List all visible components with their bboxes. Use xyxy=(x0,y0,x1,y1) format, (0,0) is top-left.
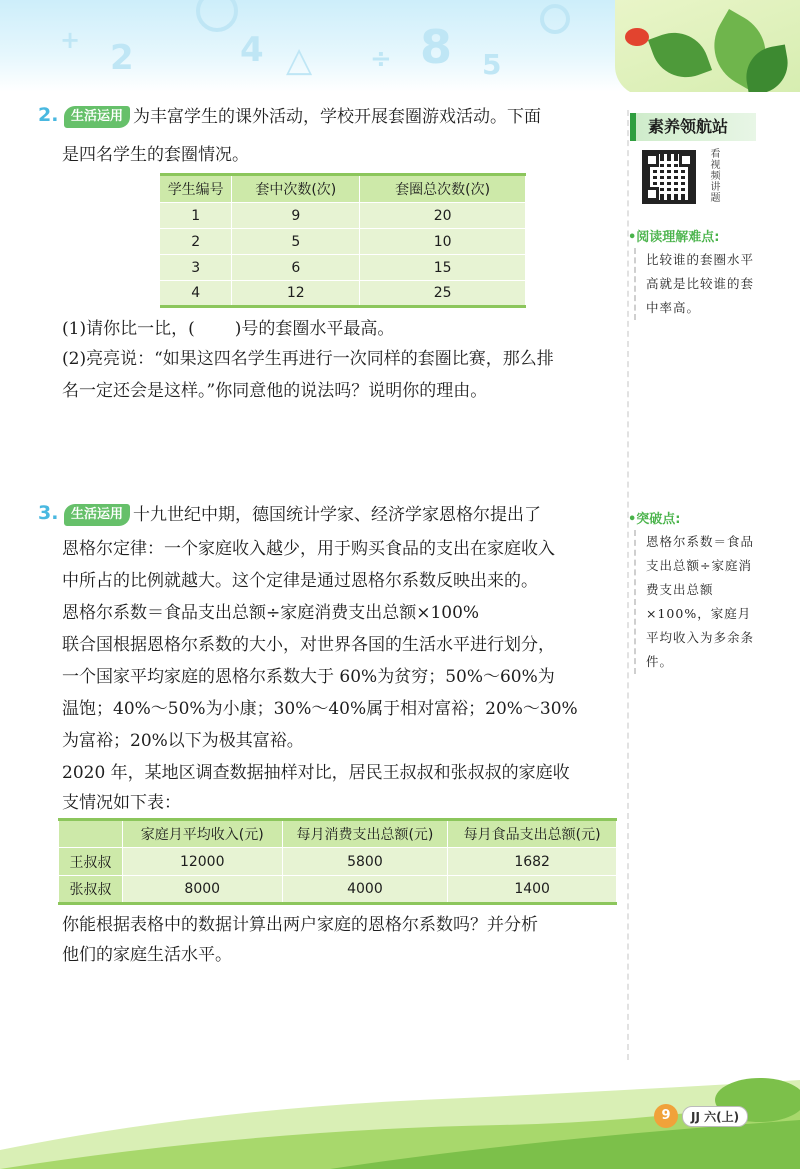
table-row xyxy=(59,876,617,904)
video-label: 看视频讲题 xyxy=(708,148,719,203)
circle-decoration xyxy=(540,4,570,34)
table-cell: 1 xyxy=(160,203,232,229)
table-row-label: 王叔叔 xyxy=(59,848,123,876)
paragraph-line: 2020 年，某地区调查数据抽样对比，居民王叔叔和张叔叔的家庭收 xyxy=(62,763,570,783)
table-cell: 8000 xyxy=(122,876,282,904)
life-application-tag: 生活运用 xyxy=(64,106,130,128)
question-number: 2. xyxy=(38,104,59,126)
sub-question-1 xyxy=(62,316,394,342)
ring-toss-table xyxy=(160,173,526,308)
decorative-digit: 4 xyxy=(240,30,264,70)
question-text: 你能根据表格中的数据计算出两户家庭的恩格尔系数吗？并分析 xyxy=(62,915,538,935)
decorative-plus: + xyxy=(60,26,81,54)
sidebar-title: 素养领航站 xyxy=(630,113,756,141)
decorative-digit: 8 xyxy=(420,20,453,74)
household-income-table xyxy=(58,818,617,905)
table-header xyxy=(59,820,123,848)
reading-difficulty-heading: •阅读理解难点: xyxy=(628,230,720,245)
bug-icon xyxy=(625,28,649,46)
table-cell: 5800 xyxy=(282,848,448,876)
table-cell: 25 xyxy=(360,281,526,307)
table-cell: 1682 xyxy=(448,848,617,876)
page-footer xyxy=(654,1105,748,1127)
breakthrough-note: 恩格尔系数＝食品支出总额÷家庭消费支出总额×100%，家庭月平均收入为多余条件。 xyxy=(634,530,762,674)
table-header: 家庭月平均收入(元) xyxy=(122,820,282,848)
sub-question-2-line: (2)亮亮说：“如果这四名学生再进行一次同样的套圈比赛，那么排 xyxy=(62,349,554,369)
formula-line: 恩格尔系数＝食品支出总额÷家庭消费支出总额×100% xyxy=(62,603,480,623)
paragraph-line: 恩格尔定律：一个家庭收入越少，用于购买食品的支出在家庭收入 xyxy=(62,539,555,559)
corner-leaf-illustration xyxy=(615,0,800,92)
reading-difficulty-note: 比较谁的套圈水平高就是比较谁的套中率高。 xyxy=(634,248,762,320)
table-header: 每月消费支出总额(元) xyxy=(282,820,448,848)
question-number: 3. xyxy=(38,502,59,524)
qr-code-icon[interactable] xyxy=(642,150,696,204)
table-row xyxy=(160,255,526,281)
table-cell: 9 xyxy=(232,203,360,229)
table-header: 套圈总次数(次) xyxy=(360,175,526,203)
table-cell: 1400 xyxy=(448,876,617,904)
table-cell: 4000 xyxy=(282,876,448,904)
table-row xyxy=(160,229,526,255)
paragraph-line: 一个国家平均家庭的恩格尔系数大于 60%为贫穷；50%～60%为 xyxy=(62,667,555,687)
table-header: 学生编号 xyxy=(160,175,232,203)
decorative-digit: 5 xyxy=(482,48,502,81)
paragraph-line: 温饱；40%～50%为小康；30%～40%属于相对富裕；20%～30% xyxy=(62,699,578,719)
decorative-digit: 2 xyxy=(110,38,134,78)
question-text: 为丰富学生的课外活动，学校开展套圈游戏活动。下面 xyxy=(133,107,542,127)
question-intro xyxy=(64,104,541,130)
page-number: 9 xyxy=(654,1104,678,1128)
header-decoration xyxy=(0,0,800,92)
table-row xyxy=(59,848,617,876)
life-application-tag: 生活运用 xyxy=(64,504,130,526)
book-code: JJ 六(上) xyxy=(682,1106,748,1127)
table-row-label: 张叔叔 xyxy=(59,876,123,904)
sub-question-2-line: 名一定还会是这样。”你同意他的说法吗？说明你的理由。 xyxy=(62,381,488,401)
circle-decoration xyxy=(196,0,238,32)
breakthrough-heading: •突破点: xyxy=(628,512,681,527)
table-row xyxy=(160,281,526,307)
table-row xyxy=(160,203,526,229)
question-text: 十九世纪中期，德国统计学家、经济学家恩格尔提出了 xyxy=(133,505,542,525)
table-cell: 4 xyxy=(160,281,232,307)
decorative-divide: ÷ xyxy=(370,44,392,74)
table-header: 套中次数(次) xyxy=(232,175,360,203)
decorative-triangle: △ xyxy=(286,40,313,80)
question-text: 是四名学生的套圈情况。 xyxy=(62,145,249,165)
table-cell: 10 xyxy=(360,229,526,255)
table-cell: 5 xyxy=(232,229,360,255)
sub-question-text: )号的套圈水平最高。 xyxy=(234,319,395,339)
sidebar-divider xyxy=(627,110,629,1060)
question-text: 他们的家庭生活水平。 xyxy=(62,945,232,965)
paragraph-line: 支情况如下表： xyxy=(62,793,181,813)
table-cell: 2 xyxy=(160,229,232,255)
table-header: 每月食品支出总额(元) xyxy=(448,820,617,848)
sub-question-text: (1)请你比一比，( xyxy=(62,319,195,339)
paragraph-line: 中所占的比例就越大。这个定律是通过恩格尔系数反映出来的。 xyxy=(62,571,538,591)
table-cell: 3 xyxy=(160,255,232,281)
table-cell: 15 xyxy=(360,255,526,281)
paragraph-line: 联合国根据恩格尔系数的大小，对世界各国的生活水平进行划分， xyxy=(62,635,555,655)
paragraph-line: 为富裕；20%以下为极其富裕。 xyxy=(62,731,304,751)
table-cell: 12000 xyxy=(122,848,282,876)
table-cell: 12 xyxy=(232,281,360,307)
question-intro xyxy=(64,502,541,528)
table-cell: 6 xyxy=(232,255,360,281)
table-cell: 20 xyxy=(360,203,526,229)
